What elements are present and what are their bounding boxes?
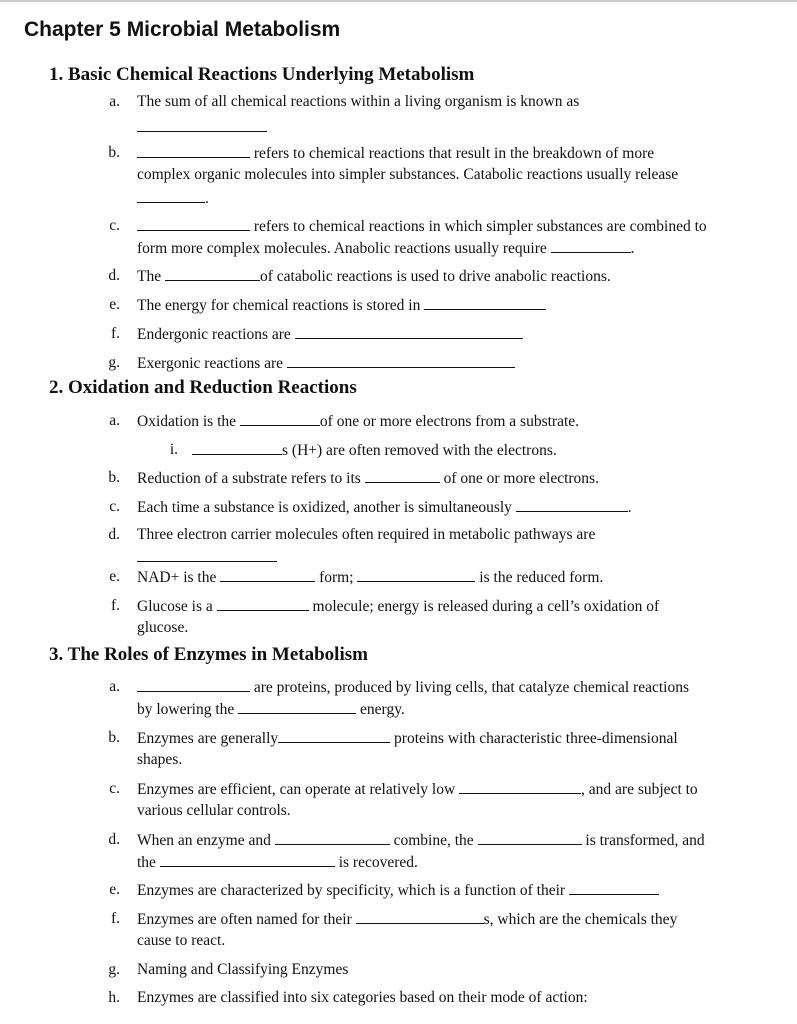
s3-c-text2: , and are subject to xyxy=(581,781,698,798)
answer-blank[interactable] xyxy=(275,830,390,845)
answer-blank[interactable] xyxy=(137,216,250,231)
s2-d-text: Three electron carrier molecules often required in metabolic pathways are xyxy=(137,526,596,543)
item-label: g. xyxy=(108,961,120,978)
item-label: b. xyxy=(108,729,120,746)
answer-blank[interactable] xyxy=(220,567,315,582)
item-label: e. xyxy=(109,568,120,585)
answer-blank[interactable] xyxy=(137,143,250,158)
s1-d-text2: of catabolic reactions is used to drive anabolic reactions. xyxy=(259,268,611,285)
s2-c-line xyxy=(137,497,632,517)
s2-f-text3: glucose. xyxy=(137,619,189,636)
chapter-title: Chapter 5 Microbial Metabolism xyxy=(24,18,341,41)
s2-e-text3: is the reduced form. xyxy=(479,569,604,586)
item-label: c. xyxy=(109,780,120,797)
s3-f-text3: cause to react. xyxy=(137,932,226,949)
answer-blank[interactable] xyxy=(551,238,631,253)
item-label: g. xyxy=(108,354,120,371)
s2-e-text1: NAD+ is the xyxy=(137,569,217,586)
answer-blank[interactable] xyxy=(192,440,282,455)
answer-blank[interactable] xyxy=(240,411,320,426)
s3-d-text1: When an enzyme and xyxy=(137,832,271,849)
s3-c-line1 xyxy=(137,779,698,799)
s3-f-text2: s, which are the chemicals they xyxy=(483,911,678,928)
s1-b-text2: complex organic molecules into simpler substances. Catabolic reactions usually release xyxy=(137,166,679,183)
answer-blank[interactable] xyxy=(424,295,546,310)
s3-d-text4: the xyxy=(137,854,156,871)
s3-a-text2: by lowering the xyxy=(137,701,235,718)
answer-blank[interactable] xyxy=(295,324,523,339)
item-label: b. xyxy=(108,144,120,161)
s3-d-text5: is recovered. xyxy=(338,854,418,871)
s2-c-text1: Each time a substance is oxidized, another is simultaneously xyxy=(137,499,512,516)
s2-f-text2: molecule; energy is released during a cell’s oxidation of xyxy=(312,598,660,615)
s2-e-line xyxy=(137,567,603,587)
item-label: d. xyxy=(108,831,120,848)
section-1-heading: 1. Basic Chemical Reactions Underlying Metabolism xyxy=(49,64,475,85)
answer-blank[interactable] xyxy=(516,497,628,512)
s1-f-text1: Endergonic reactions are xyxy=(137,326,291,343)
answer-blank[interactable] xyxy=(137,188,205,203)
s1-g-text1: Exergonic reactions are xyxy=(137,355,284,372)
item-label: e. xyxy=(109,296,120,313)
answer-blank[interactable] xyxy=(569,880,659,895)
item-label: f. xyxy=(110,325,120,342)
section-3-heading: 3. The Roles of Enzymes in Metabolism xyxy=(49,644,368,665)
s3-d-line1 xyxy=(137,830,705,850)
s1-g-line xyxy=(137,353,515,373)
s1-b-line1 xyxy=(137,143,654,163)
answer-blank[interactable] xyxy=(357,567,475,582)
s1-c-line2 xyxy=(137,238,635,258)
s3-e-text1: Enzymes are characterized by specificity, which is a function of their xyxy=(137,882,566,899)
item-label: c. xyxy=(109,217,120,234)
s2-c-text2: . xyxy=(627,499,632,516)
item-label: f. xyxy=(110,910,120,927)
answer-blank[interactable] xyxy=(137,117,267,132)
s3-a-text1: are proteins, produced by living cells, that catalyze chemical reactions xyxy=(253,679,689,696)
s3-f-text1: Enzymes are often named for their xyxy=(137,911,352,928)
s1-b-text1: refers to chemical reactions that result in the breakdown of more xyxy=(253,145,655,162)
item-label: b. xyxy=(108,469,120,486)
s2-a-text1: Oxidation is the xyxy=(137,413,237,430)
s2-f-text1: Glucose is a xyxy=(137,598,213,615)
item-label: a. xyxy=(109,678,120,695)
s3-b-text2: proteins with characteristic three-dimensional xyxy=(394,730,678,747)
s3-f-line1 xyxy=(137,909,677,929)
s2-ai-line xyxy=(192,440,557,460)
s3-b-line1 xyxy=(137,728,678,748)
item-label: e. xyxy=(109,881,120,898)
s2-b-text2: of one or more electrons. xyxy=(443,470,599,487)
answer-blank[interactable] xyxy=(365,468,440,483)
s1-c-text1: refers to chemical reactions in which simpler substances are combined to xyxy=(253,218,707,235)
s1-b-text3: . xyxy=(205,190,209,207)
s3-c-text1: Enzymes are efficient, can operate at relatively low xyxy=(137,781,456,798)
s1-e-text1: The energy for chemical reactions is stored in xyxy=(137,297,421,314)
item-label: a. xyxy=(109,412,120,429)
answer-blank[interactable] xyxy=(160,852,335,867)
item-label: d. xyxy=(108,526,120,543)
top-divider xyxy=(0,0,797,2)
s3-b-text1: Enzymes are generally xyxy=(137,730,279,747)
s1-d-line xyxy=(137,266,611,286)
s2-b-text1: Reduction of a substrate refers to its xyxy=(137,470,361,487)
s3-a-line1 xyxy=(137,677,689,697)
item-label: i. xyxy=(169,441,178,458)
item-label: f. xyxy=(110,597,120,614)
answer-blank[interactable] xyxy=(287,353,515,368)
answer-blank[interactable] xyxy=(137,547,277,562)
item-label: a. xyxy=(109,93,120,110)
s1-c-text2: form more complex molecules. Anabolic reactions usually require xyxy=(137,240,547,257)
answer-blank[interactable] xyxy=(278,728,390,743)
s1-f-line xyxy=(137,324,523,344)
s3-d-line2 xyxy=(137,852,418,872)
s1-c-text3: . xyxy=(630,240,635,257)
s3-a-line2 xyxy=(137,699,405,719)
item-label: c. xyxy=(109,498,120,515)
s3-a-text3: energy. xyxy=(360,701,405,718)
s3-d-text2: combine, the xyxy=(393,832,474,849)
s2-f-line1 xyxy=(137,596,659,616)
s1-e-line xyxy=(137,295,546,315)
answer-blank[interactable] xyxy=(217,596,309,611)
s2-a-text2: of one or more electrons from a substrate. xyxy=(319,413,580,430)
s2-e-text2: form; xyxy=(319,569,354,586)
answer-blank[interactable] xyxy=(459,779,581,794)
s2-b-line xyxy=(137,468,599,488)
s1-a-text: The sum of all chemical reactions within a living organism is known as xyxy=(137,93,580,110)
s2-ai-text1: s (H+) are often removed with the electrons. xyxy=(282,442,557,459)
answer-blank[interactable] xyxy=(356,909,484,924)
s1-d-text1: The xyxy=(137,268,162,285)
s3-b-text3: shapes. xyxy=(137,751,183,768)
s1-b-line3 xyxy=(137,188,209,208)
s2-a-line xyxy=(137,411,579,431)
answer-blank[interactable] xyxy=(165,266,260,281)
s3-c-text3: various cellular controls. xyxy=(137,802,291,819)
item-label: d. xyxy=(108,267,120,284)
answer-blank[interactable] xyxy=(137,677,250,692)
answer-blank[interactable] xyxy=(478,830,582,845)
s3-h-text: Enzymes are classified into six categories based on their mode of action: xyxy=(137,989,588,1006)
s3-g-text: Naming and Classifying Enzymes xyxy=(137,961,349,978)
item-label: h. xyxy=(108,989,120,1006)
s3-d-text3: is transformed, and xyxy=(585,832,705,849)
s1-c-line1 xyxy=(137,216,707,236)
s3-e-line xyxy=(137,880,659,900)
section-2-heading: 2. Oxidation and Reduction Reactions xyxy=(49,377,357,398)
answer-blank[interactable] xyxy=(238,699,356,714)
